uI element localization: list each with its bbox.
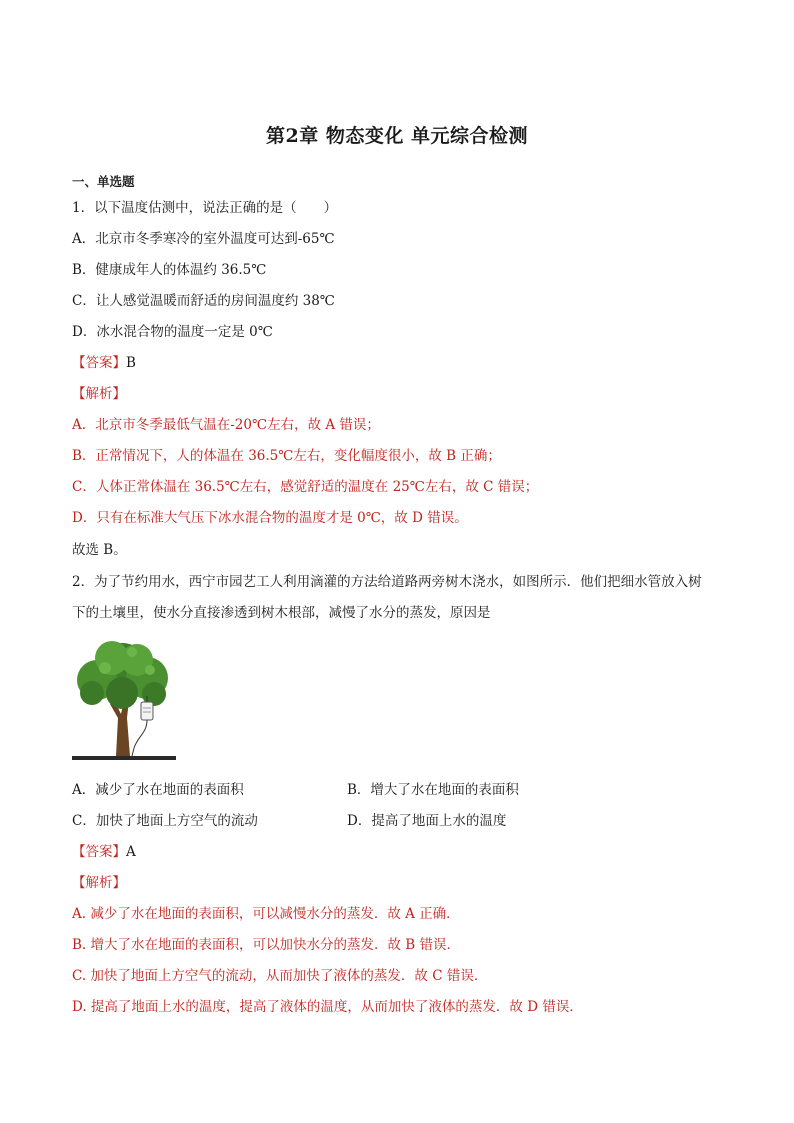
question-1-analysis-label: 【解析】 (72, 386, 126, 402)
question-1-analysis-c: C．人体正常体温在 36.5℃左右，感觉舒适的温度在 25℃左右，故 C 错误； (72, 479, 539, 495)
answer-value: B (126, 355, 136, 371)
question-2-option-c: C．加快了地面上方空气的流动 (72, 813, 258, 829)
question-2-option-d: D．提高了地面上水的温度 (347, 813, 507, 829)
question-1-stem: 1．以下温度估测中，说法正确的是（ ） (72, 200, 338, 216)
tree-illustration (72, 638, 176, 766)
tree-canopy (77, 641, 168, 709)
question-2-stem-line1: 2．为了节约用水，西宁市园艺工人利用滴灌的方法给道路两旁树木浇水，如图所示．他们把细水管放入树 (72, 574, 702, 590)
question-1-option-a: A．北京市冬季寒冷的室外温度可达到-65℃ (72, 231, 335, 247)
question-2-stem-line2: 下的土壤里，使水分直接渗透到树木根部，减慢了水分的蒸发，原因是 (72, 605, 491, 621)
answer-value: A (126, 844, 136, 860)
answer-label: 【答案】 (72, 355, 126, 371)
question-1-analysis-b: B．正常情况下，人的体温在 36.5℃左右，变化幅度很小，故 B 正确； (72, 448, 501, 464)
drip-bag (132, 696, 153, 756)
answer-label: 【答案】 (72, 844, 126, 860)
question-2-answer (72, 843, 136, 861)
question-1-conclusion: 故选 B。 (72, 542, 127, 558)
question-2-analysis-b: B. 增大了水在地面的表面积，可以加快水分的蒸发．故 B 错误． (72, 937, 461, 953)
question-1-analysis-d: D．只有在标准大气压下冰水混合物的温度才是 0℃，故 D 错误。 (72, 510, 468, 526)
question-2-analysis-a: A. 减少了水在地面的表面积，可以减慢水分的蒸发．故 A 正确． (72, 906, 460, 922)
question-2-analysis-label: 【解析】 (72, 875, 126, 891)
question-1-option-d: D．冰水混合物的温度一定是 0℃ (72, 324, 273, 340)
question-1-option-c: C．让人感觉温暖而舒适的房间温度约 38℃ (72, 293, 335, 309)
tree-drip-irrigation-figure (72, 638, 147, 766)
question-1-analysis-a: A．北京市冬季最低气温在-20℃左右，故 A 错误； (72, 417, 380, 433)
ground-line (72, 756, 176, 760)
question-2-analysis-d: D. 提高了地面上水的温度，提高了液体的温度，从而加快了液体的蒸发．故 D 错误． (72, 999, 583, 1015)
section-heading: 一、单选题 (72, 174, 135, 189)
question-2-option-b: B．增大了水在地面的表面积 (347, 782, 519, 798)
question-2-analysis-c: C. 加快了地面上方空气的流动，从而加快了液体的蒸发．故 C 错误． (72, 968, 488, 984)
question-1-answer (72, 354, 136, 372)
page-title: 第2章 物态变化 单元综合检测 (266, 125, 528, 147)
question-2-option-a: A．减少了水在地面的表面积 (72, 782, 244, 798)
question-1-option-b: B．健康成年人的体温约 36.5℃ (72, 262, 267, 278)
